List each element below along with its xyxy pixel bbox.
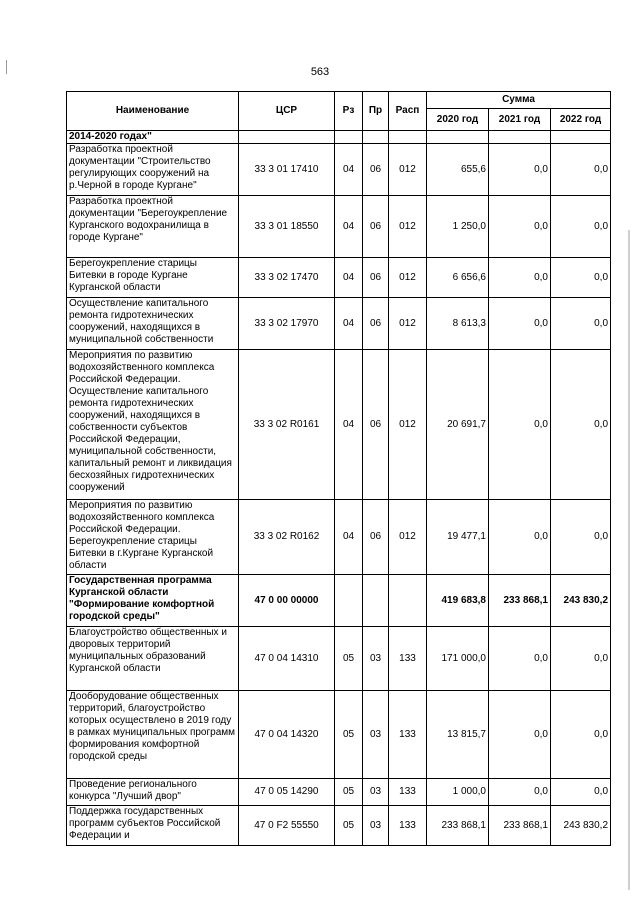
row-2022: 0,0: [551, 691, 611, 779]
row-2021: 0,0: [489, 196, 551, 258]
row-name: Разработка проектной документации "Берегоукрепление Курганского водохранилища в городе Кургане": [67, 196, 239, 258]
row-2020: 233 868,1: [427, 806, 489, 846]
row-rasp: 012: [389, 258, 427, 298]
row-rz: 04: [335, 500, 363, 575]
row-rz: 04: [335, 144, 363, 196]
row-csr: 47 0 05 14290: [239, 779, 335, 806]
row-pr: 03: [363, 806, 389, 846]
empty-cell: [363, 131, 389, 144]
row-csr: 33 3 02 17470: [239, 258, 335, 298]
table-row: [67, 258, 611, 298]
row-2022: 0,0: [551, 627, 611, 691]
row-2020: 171 000,0: [427, 627, 489, 691]
row-csr: 47 0 00 00000: [239, 575, 335, 627]
header-2020: 2020 год: [427, 109, 489, 131]
row-2022: 243 830,2: [551, 806, 611, 846]
row-2021: 0,0: [489, 144, 551, 196]
row-2022: 243 830,2: [551, 575, 611, 627]
row-rasp: 012: [389, 298, 427, 350]
table-row-program: [67, 575, 611, 627]
row-rasp: 133: [389, 806, 427, 846]
row-name: Мероприятия по развитию водохозяйственного комплекса Российской Федерации. Осуществление капитального ремонта гидротехнических сооружений, находящихся в собственности субъектов Российской Федерации, муниципальной собственности, капитальный ремонт и ликвидация бесхозяйных гидротехнических сооружений: [67, 350, 239, 500]
row-rz: 04: [335, 258, 363, 298]
row-2022: 0,0: [551, 500, 611, 575]
header-2021: 2021 год: [489, 109, 551, 131]
row-rasp: 133: [389, 691, 427, 779]
header-2022: 2022 год: [551, 109, 611, 131]
row-pr: 06: [363, 258, 389, 298]
row-2020: 20 691,7: [427, 350, 489, 500]
row-rz: 04: [335, 350, 363, 500]
row-2021: 0,0: [489, 258, 551, 298]
row-rz: 05: [335, 779, 363, 806]
row-2021: 0,0: [489, 779, 551, 806]
row-pr: [363, 575, 389, 627]
row-2020: 6 656,6: [427, 258, 489, 298]
row-2020: 8 613,3: [427, 298, 489, 350]
row-csr: 33 3 02 17970: [239, 298, 335, 350]
row-csr: 33 3 01 17410: [239, 144, 335, 196]
row-name: Поддержка государственных программ субъектов Российской Федерации и: [67, 806, 239, 846]
row-2021: 0,0: [489, 298, 551, 350]
row-pr: 06: [363, 144, 389, 196]
row-rz: [335, 575, 363, 627]
table-row: [67, 196, 611, 258]
header-rz: Рз: [335, 92, 363, 131]
table-row: [67, 350, 611, 500]
row-rz: 05: [335, 806, 363, 846]
header-csr: ЦСР: [239, 92, 335, 131]
table-row: [67, 806, 611, 846]
row-2021: 233 868,1: [489, 575, 551, 627]
row-2020: 1 000,0: [427, 779, 489, 806]
page-number: 563: [310, 66, 330, 78]
row-2020: 419 683,8: [427, 575, 489, 627]
row-rz: 04: [335, 196, 363, 258]
row-csr: 33 3 02 R0162: [239, 500, 335, 575]
row-2020: 13 815,7: [427, 691, 489, 779]
row-name: Разработка проектной документации "Строительство регулирующих сооружений на р.Черной в городе Кургане": [67, 144, 239, 196]
row-2021: 233 868,1: [489, 806, 551, 846]
row-2022: 0,0: [551, 298, 611, 350]
row-csr: 47 0 04 14320: [239, 691, 335, 779]
row-pr: 03: [363, 691, 389, 779]
scan-edge-shadow: [628, 230, 630, 890]
row-csr: 47 0 F2 55550: [239, 806, 335, 846]
row-2020: 655,6: [427, 144, 489, 196]
table-row: [67, 691, 611, 779]
row-2021: 0,0: [489, 691, 551, 779]
row-2020: 19 477,1: [427, 500, 489, 575]
row-csr: 33 3 01 18550: [239, 196, 335, 258]
row-pr: 06: [363, 298, 389, 350]
table-row: [67, 779, 611, 806]
row-name: Благоустройство общественных и дворовых территорий муниципальных образований Курганской области: [67, 627, 239, 691]
header-name: Наименование: [67, 92, 239, 131]
empty-cell: [239, 131, 335, 144]
row-pr: 06: [363, 196, 389, 258]
row-2021: 0,0: [489, 627, 551, 691]
row-2021: 0,0: [489, 350, 551, 500]
row-rasp: 133: [389, 627, 427, 691]
row-2022: 0,0: [551, 258, 611, 298]
table-body: [67, 131, 611, 846]
row-2021: 0,0: [489, 500, 551, 575]
empty-cell: [335, 131, 363, 144]
row-rz: 05: [335, 627, 363, 691]
empty-cell: [427, 131, 489, 144]
row-2022: 0,0: [551, 350, 611, 500]
table-row: [67, 500, 611, 575]
row-rasp: 012: [389, 500, 427, 575]
header-pr: Пр: [363, 92, 389, 131]
row-rz: 05: [335, 691, 363, 779]
row-name: Мероприятия по развитию водохозяйственного комплекса Российской Федерации. Берегоукрепление старицы Битевки в г.Кургане Курганской области: [67, 500, 239, 575]
row-pr: 03: [363, 627, 389, 691]
table-row: [67, 144, 611, 196]
row-name: Берегоукрепление старицы Битевки в городе Кургане Курганской области: [67, 258, 239, 298]
header-rasp: Расп: [389, 92, 427, 131]
empty-cell: [551, 131, 611, 144]
header-summa: Сумма: [427, 92, 611, 109]
row-pr: 06: [363, 500, 389, 575]
table-row: [67, 627, 611, 691]
section-continuation: 2014-2020 годах": [67, 131, 239, 144]
empty-cell: [389, 131, 427, 144]
row-pr: 06: [363, 350, 389, 500]
row-name: Осуществление капитального ремонта гидротехнических сооружений, находящихся в муниципальной собственности: [67, 298, 239, 350]
budget-table: [66, 91, 611, 846]
row-rasp: 012: [389, 144, 427, 196]
row-2022: 0,0: [551, 196, 611, 258]
row-pr: 03: [363, 779, 389, 806]
row-name: Дооборудование общественных территорий, благоустройство которых осуществлено в 2019 году в рамках муниципальных программ формирования комфортной городской среды: [67, 691, 239, 779]
row-rasp: 012: [389, 350, 427, 500]
row-rasp: 133: [389, 779, 427, 806]
row-name: Проведение регионального конкурса "Лучший двор": [67, 779, 239, 806]
table-row: [67, 298, 611, 350]
row-rasp: [389, 575, 427, 627]
row-rz: 04: [335, 298, 363, 350]
row-rasp: 012: [389, 196, 427, 258]
row-2022: 0,0: [551, 779, 611, 806]
empty-cell: [489, 131, 551, 144]
row-csr: 33 3 02 R0161: [239, 350, 335, 500]
row-name: Государственная программа Курганской области "Формирование комфортной городской среды": [67, 575, 239, 627]
row-csr: 47 0 04 14310: [239, 627, 335, 691]
row-2022: 0,0: [551, 144, 611, 196]
row-2020: 1 250,0: [427, 196, 489, 258]
